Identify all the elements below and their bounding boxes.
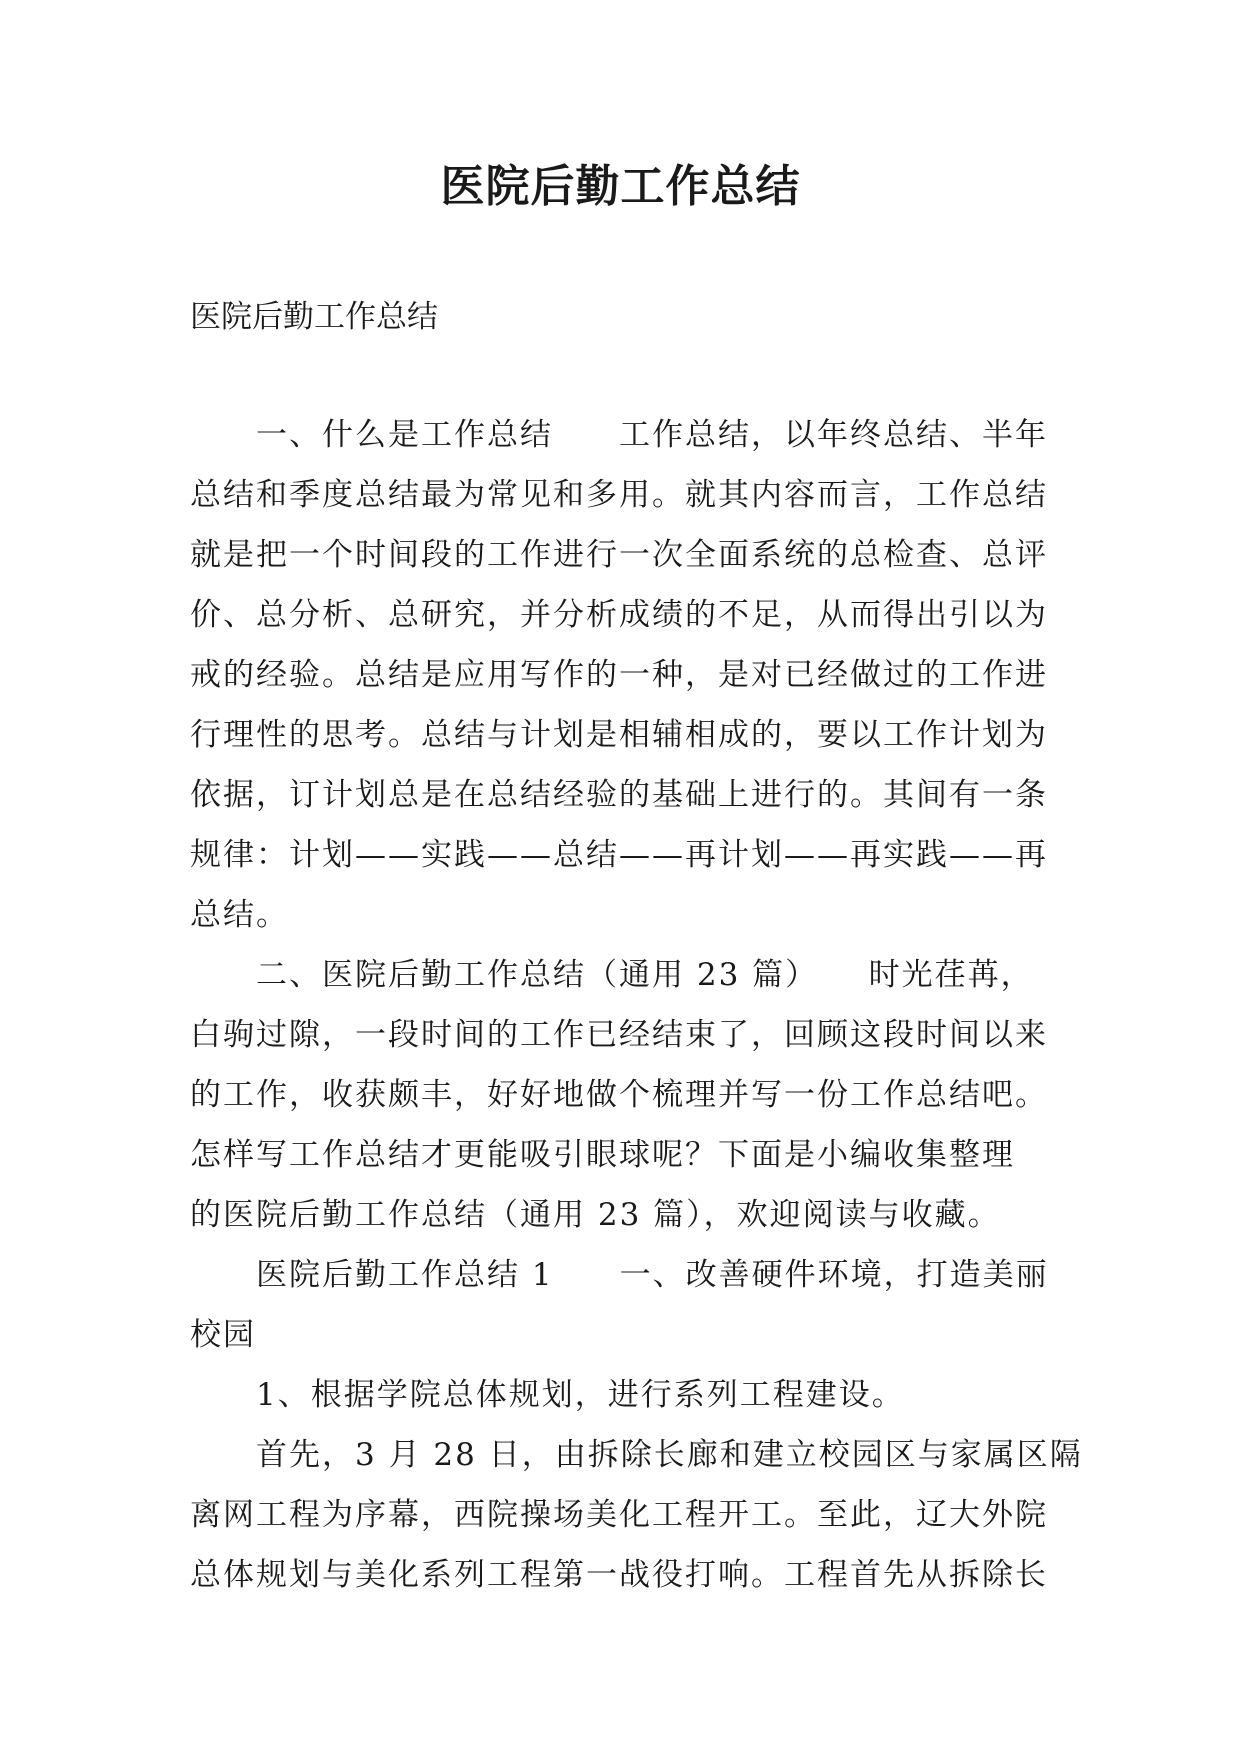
text-line: 怎样写工作总结才更能吸引眼球呢？下面是小编收集整理	[190, 1137, 1015, 1173]
text-line: 戒的经验。总结是应用写作的一种，是对已经做过的工作进	[190, 657, 1048, 693]
text-line: 总体规划与美化系列工程第一战役打响。工程首先从拆除长	[190, 1557, 1048, 1593]
text-line: 价、总分析、总研究，并分析成绩的不足，从而得出引以为	[190, 597, 1048, 633]
text-line: 首先，3 月 28 日，由拆除长廊和建立校园区与家属区隔	[256, 1437, 1083, 1473]
text-line: 行理性的思考。总结与计划是相辅相成的，要以工作计划为	[190, 717, 1048, 753]
document-body	[190, 405, 1083, 1605]
text-line: 的医院后勤工作总结（通用 23 篇），欢迎阅读与收藏。	[190, 1197, 1001, 1233]
document-subtitle: 医院后勤工作总结	[190, 299, 438, 335]
text-line: 医院后勤工作总结 1 一、改善硬件环境，打造美丽	[256, 1257, 1049, 1293]
text-line: 一、什么是工作总结 工作总结，以年终总结、半年	[256, 417, 1048, 453]
text-line: 1、根据学院总体规划，进行系列工程建设。	[256, 1377, 905, 1413]
text-line: 二、医院后勤工作总结（通用 23 篇） 时光荏苒，	[256, 957, 1034, 993]
text-line: 就是把一个时间段的工作进行一次全面系统的总检查、总评	[190, 537, 1048, 573]
text-line: 白驹过隙，一段时间的工作已经结束了，回顾这段时间以来	[190, 1017, 1048, 1053]
text-line: 规律：计划——实践——总结——再计划——再实践——再	[190, 837, 1048, 873]
text-line: 依据，订计划总是在总结经验的基础上进行的。其间有一条	[190, 777, 1048, 813]
text-line: 总结和季度总结最为常见和多用。就其内容而言，工作总结	[190, 477, 1048, 513]
text-line: 离网工程为序幕，西院操场美化工程开工。至此，辽大外院	[190, 1497, 1048, 1533]
text-line: 校园	[190, 1317, 256, 1353]
text-line: 的工作，收获颇丰，好好地做个梳理并写一份工作总结吧。	[190, 1077, 1048, 1113]
text-line: 总结。	[190, 897, 289, 933]
document-title: 医院后勤工作总结	[440, 161, 801, 212]
